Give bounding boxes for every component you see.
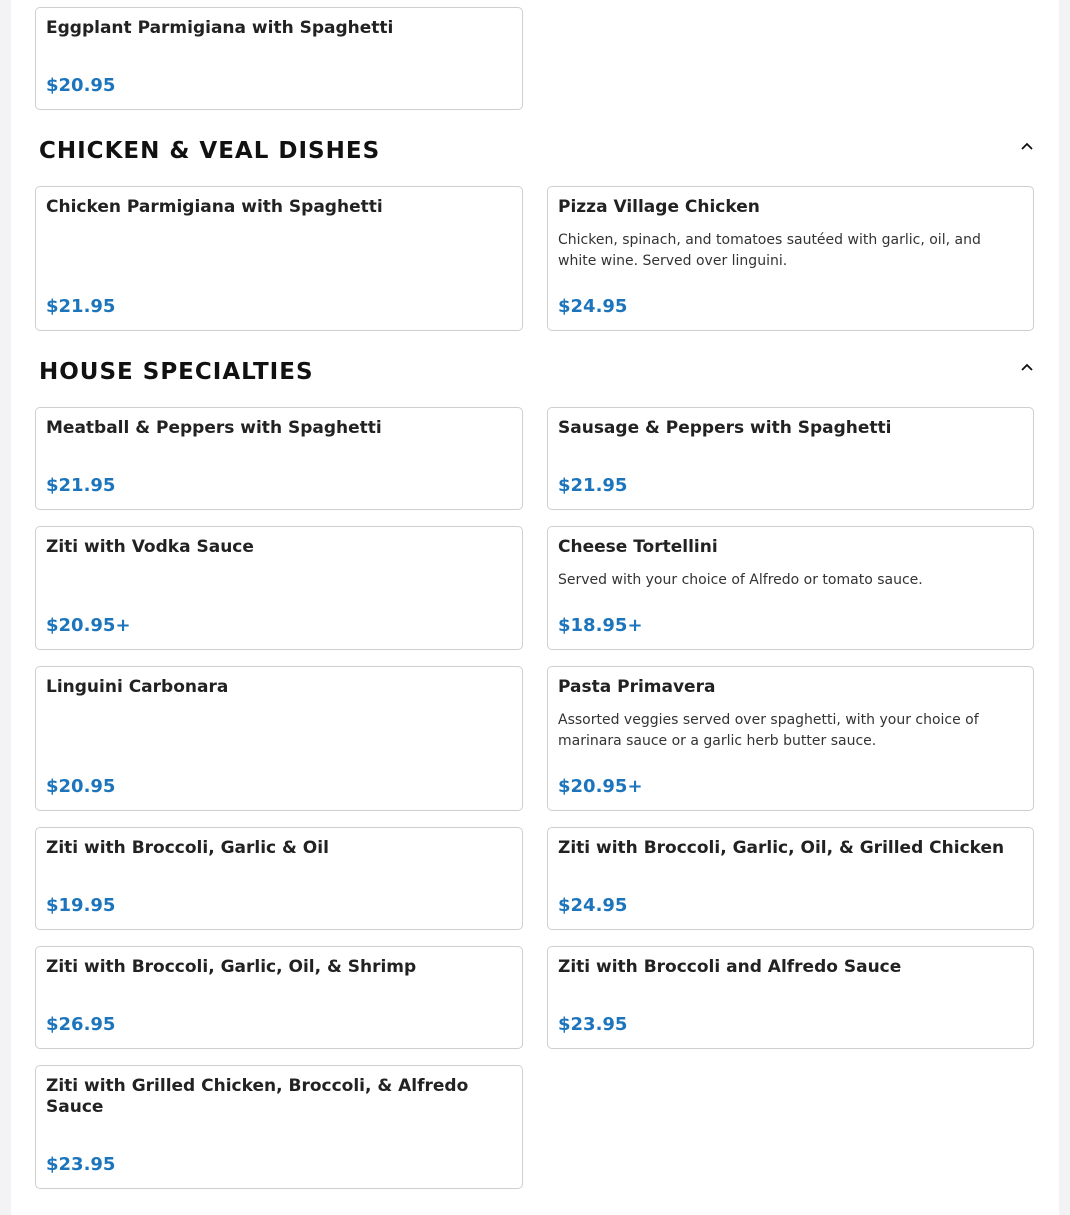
menu-item-name: Ziti with Vodka Sauce [46,537,254,557]
menu-item-price: $24.95 [558,895,628,916]
menu-item-card[interactable] [35,946,523,1049]
menu-item-price: $21.95 [558,475,628,496]
menu-item-card[interactable] [547,526,1034,650]
menu-item-price: $26.95 [46,1014,116,1035]
menu-item-price: $20.95+ [558,776,643,797]
menu-item-name: Eggplant Parmigiana with Spaghetti [46,18,394,38]
menu-item-name: Ziti with Broccoli, Garlic, Oil, & Grilled Chicken [558,838,1005,858]
menu-page [11,0,1059,1215]
menu-item-card[interactable] [547,186,1034,331]
menu-item-price: $20.95 [46,776,116,797]
menu-item-name: Chicken Parmigiana with Spaghetti [46,197,383,217]
menu-item-price: $19.95 [46,895,116,916]
menu-item-card[interactable] [35,7,523,110]
menu-item-card[interactable] [35,1065,523,1189]
menu-item-card[interactable] [35,186,523,331]
menu-item-name: Ziti with Grilled Chicken, Broccoli, & Alfredo Sauce [46,1076,469,1117]
menu-item-name: Sausage & Peppers with Spaghetti [558,418,892,438]
chevron-up-icon[interactable] [1019,359,1035,375]
menu-item-name: Meatball & Peppers with Spaghetti [46,418,382,438]
menu-item-price: $20.95+ [46,615,131,636]
menu-item-description: Served with your choice of Alfredo or tomato sauce. [558,572,923,588]
menu-item-card[interactable] [547,827,1034,930]
section-header-house-specialties[interactable] [39,357,1035,387]
menu-item-card[interactable] [547,666,1034,811]
menu-item-price: $23.95 [46,1154,116,1175]
chevron-up-icon[interactable] [1019,138,1035,154]
menu-item-description: Assorted veggies served over spaghetti, with your choice of marinara sauce or a garlic herb butter sauce. [558,712,979,749]
menu-item-name: Pizza Village Chicken [558,197,760,217]
menu-item-price: $21.95 [46,296,116,317]
menu-item-price: $21.95 [46,475,116,496]
menu-item-name: Cheese Tortellini [558,537,718,557]
menu-item-description: Chicken, spinach, and tomatoes sautéed with garlic, oil, and white wine. Served over linguini. [558,232,981,269]
section-header-chicken-veal[interactable] [39,136,1035,166]
menu-item-price: $23.95 [558,1014,628,1035]
menu-item-name: Ziti with Broccoli, Garlic & Oil [46,838,329,858]
menu-item-price: $18.95+ [558,615,643,636]
section-title: HOUSE SPECIALTIES [39,359,314,385]
menu-item-price: $24.95 [558,296,628,317]
menu-item-name: Pasta Primavera [558,677,716,697]
menu-item-card[interactable] [35,827,523,930]
menu-item-card[interactable] [547,946,1034,1049]
menu-item-card[interactable] [35,407,523,510]
menu-item-card[interactable] [547,407,1034,510]
menu-item-name: Ziti with Broccoli and Alfredo Sauce [558,957,902,977]
menu-item-card[interactable] [35,526,523,650]
section-title: CHICKEN & VEAL DISHES [39,138,381,164]
menu-item-name: Ziti with Broccoli, Garlic, Oil, & Shrimp [46,957,417,977]
menu-item-price: $20.95 [46,75,116,96]
menu-item-card[interactable] [35,666,523,811]
menu-item-name: Linguini Carbonara [46,677,229,697]
